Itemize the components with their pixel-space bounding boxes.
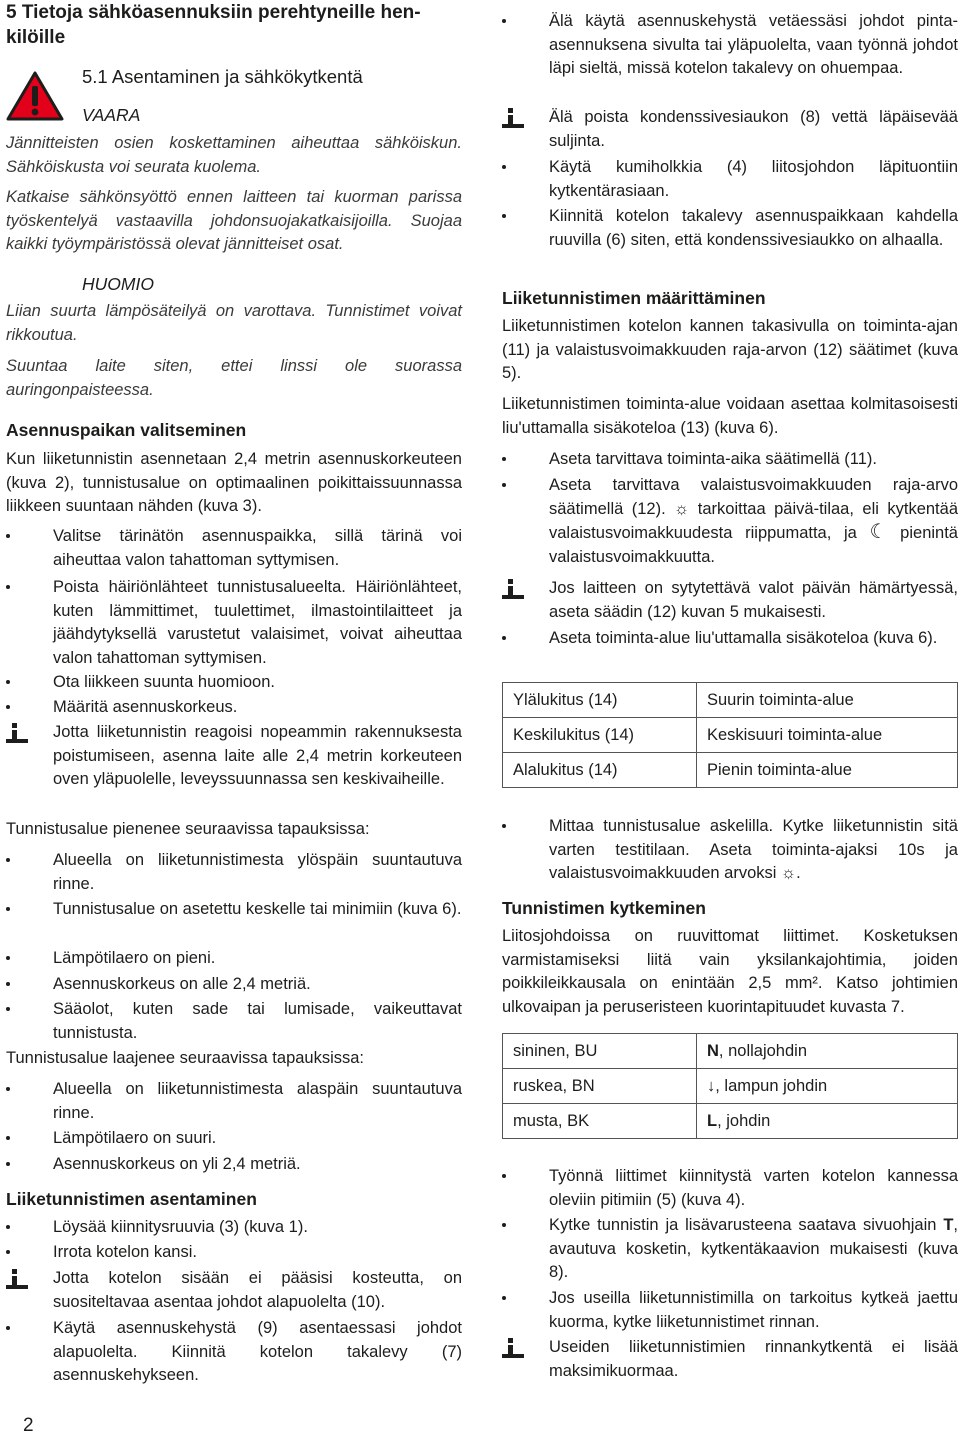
table-row: Alalukitus (14) Pienin toiminta-alue [503, 753, 958, 788]
list-item: Sääolot, kuten sade tai lumisade, vaikeuttavat tunnistusta. [6, 998, 462, 1045]
list-item: Poista häiriönlähteet tunnistusalueelta. Häiriönlähteet, kuten lämmittimet, tuulettimet, ilmastointilaitteet ja jäähdytyksellä varustetut valaisimet, voivat aiheuttaa valon tahattoman syttymisen. [6, 576, 462, 670]
note-info-icon [502, 1338, 524, 1358]
list-item: Määritä asennuskorkeus. [6, 696, 462, 720]
danger-label: VAARA [82, 105, 141, 125]
moon-icon: ☾ [869, 521, 888, 544]
list-item: Mittaa tunnistusalue askelilla. Kytke liiketunnistin sitä varten testitilaan. Aseta toiminta-ajaksi 10s ja valaistusvoimakkuuden arvoksi ☼. [502, 815, 958, 886]
list-item: Valitse tärinätön asennuspaikka, sillä tärinä voi aiheuttaa valon tahattoman syttymisen. [6, 525, 462, 572]
caution-text-2: Suuntaa laite siten, ettei linssi ole suorassa auringonpaisteessa. [6, 357, 462, 399]
range-table [502, 682, 958, 788]
list-item: Työnnä liittimet kiinnitystä varten kotelon kannessa oleviin pitimiin (5) (kuva 4). [502, 1165, 958, 1212]
list-item: Asennuskorkeus on yli 2,4 metriä. [6, 1153, 462, 1177]
note-item: Älä poista kondenssivesiaukon (8) vettä läpäisevää suljinta. [502, 106, 958, 153]
list-item: Alueella on liiketunnistimesta ylöspäin suuntautuva rinne. [6, 849, 462, 896]
note-item: Jotta liiketunnistin reagoisi nopeammin rakennuksesta poistumiseen, asenna laite alle 2,4 metrin korkeuteen oven yläpuolelle, leveyssuunnassa sen keskivaiheille. [6, 721, 462, 792]
list-item: Aseta tarvittava toiminta-aika säätimellä (11). [502, 448, 958, 472]
warning-triangle-icon [6, 70, 64, 122]
list-item: Jos useilla liiketunnistimilla on tarkoitus kytkeä jaettu kuorma, kytke liiketunnistimet rinnan. [502, 1287, 958, 1334]
define-p1: Liiketunnistimen kotelon kannen takasivulla on toiminta-ajan (11) ja valaistusvoimakkuuden raja-arvon (12) säätimet (kuva 5). [502, 317, 958, 383]
list-item: Älä käytä asennuskehystä vetäessäsi johdot pinta-asennuksena sivulta tai yläpuolelta, vaan työnnä johdot läpi sieltä, missä kotelon takalevy on ohuempaa. [502, 10, 958, 81]
sun-icon: ☼ [781, 864, 797, 883]
note-info-icon [6, 1269, 28, 1289]
danger-text-1: Jännitteisten osien koskettaminen aiheuttaa sähköiskun. Sähköiskusta voi seurata kuolema. [6, 134, 462, 176]
caution-text-1: Liian suurta lämpösäteilyä on varottava. Tunnistimet voivat rikkoutua. [6, 302, 462, 344]
list-item: Käytä kumiholkkia (4) liitosjohdon läpituontiin kytkentärasiaan. [502, 156, 958, 203]
subsection-title: 5.1 Asentaminen ja sähkökytkentä [82, 66, 363, 87]
list-item: Irrota kotelon kansi. [6, 1241, 462, 1265]
list-item: Lämpötilaero on pieni. [6, 947, 462, 971]
page-number: 2 [23, 1415, 34, 1436]
table-row: sininen, BU N, nollajohdin [503, 1034, 958, 1069]
connect-heading: Tunnistimen kytkeminen [502, 898, 706, 918]
table-row: Ylälukitus (14) Suurin toiminta-alue [503, 683, 958, 718]
note-info-icon [502, 579, 524, 599]
site-intro: Kun liiketunnistin asennetaan 2,4 metrin asennuskorkeuteen (kuva 2), tunnistusalue on optimaalinen poikittaissuunnassa liikkeen suuntaan nähden (kuva 3). [6, 450, 462, 516]
list-item: Aseta tarvittava valaistusvoimakkuuden raja-arvo säätimellä (12). ☼ tarkoittaa päivä-tilaa, eli kytkentää valaistusvoimakkuudesta riippumatta, ja ☾ pienintä valaistusvoimakkuutta. [502, 474, 958, 569]
wire-table [502, 1033, 958, 1139]
note-info-icon [502, 108, 524, 128]
note-info-icon [6, 723, 28, 743]
increase-intro: Tunnistusalue laajenee seuraavissa tapauksissa: [6, 1049, 365, 1067]
list-item: Ota liikkeen suunta huomioon. [6, 671, 462, 695]
list-item: Aseta toiminta-alue liu'uttamalla sisäkoteloa (kuva 6). [502, 627, 958, 651]
list-item: Alueella on liiketunnistimesta alaspäin suuntautuva rinne. [6, 1078, 462, 1125]
list-item: Asennuskorkeus on alle 2,4 metriä. [6, 973, 462, 997]
define-p2: Liiketunnistimen toiminta-alue voidaan asettaa kolmitasoisesti liu'uttamalla sisäkoteloa (13) (kuva 6). [502, 395, 958, 437]
list-item: Tunnistusalue on asetettu keskelle tai minimiin (kuva 6). [6, 898, 462, 922]
table-row: musta, BK L, johdin [503, 1104, 958, 1139]
table-row: Keskilukitus (14) Keskisuuri toiminta-alue [503, 718, 958, 753]
note-item: Jos laitteen on sytytettävä valot päivän hämärtyessä, aseta säädin (12) kuvan 5 mukaisesti. [502, 577, 958, 624]
define-heading: Liiketunnistimen määrittäminen [502, 288, 766, 308]
section-title: 5 Tietoja sähköasennuksiin perehtyneille hen- kilöille [6, 2, 421, 48]
list-item: Käytä asennuskehystä (9) asentaessasi johdot alapuolelta. Kiinnitä kotelon takalevy (7) asennuskehykseen. [6, 1317, 462, 1388]
note-item: Jotta kotelon sisään ei pääsisi kosteutta, on suositeltavaa asentaa johdot alapuolelta (10). [6, 1267, 462, 1314]
list-item: Lämpötilaero on suuri. [6, 1127, 462, 1151]
mount-heading: Liiketunnistimen asentaminen [6, 1189, 257, 1209]
note-item: Useiden liiketunnistimien rinnankytkentä ei lisää maksimikuormaa. [502, 1336, 958, 1383]
list-item: Kytke tunnistin ja lisävarusteena saatava sivuohjain T, avautuva kosketin, kytkentäkaavion mukaisesti (kuva 8). [502, 1214, 958, 1285]
table-row: ruskea, BN ↓, lampun johdin [503, 1069, 958, 1104]
site-heading: Asennuspaikan valitseminen [6, 420, 247, 440]
sun-icon: ☼ [674, 499, 690, 518]
decrease-intro: Tunnistusalue pienenee seuraavissa tapauksissa: [6, 820, 370, 838]
list-item: Kiinnitä kotelon takalevy asennuspaikkaan kahdella ruuvilla (6) siten, että kondenssivesiaukko on alhaalla. [502, 205, 958, 252]
connect-paragraph: Liitosjohdoissa on ruuvittomat liittimet. Kosketuksen varmistamiseksi liitä vain yksilankajohtimia, joiden poikkileikkausala on enintään 2,5 mm². Katso johtimien ulkovaipan ja peruseristeen kuorintapituudet kuvasta 7. [502, 927, 958, 1016]
caution-label: HUOMIO [82, 274, 154, 294]
list-item: Löysää kiinnitysruuvia (3) (kuva 1). [6, 1216, 462, 1240]
danger-text-2: Katkaise sähkönsyöttö ennen laitteen tai kuorman parissa työskentelyä vastaavilla johdonsuojakatkaisijoilla. Suojaa kaikki työympäristössä olevat jännitteiset osat. [6, 188, 462, 254]
